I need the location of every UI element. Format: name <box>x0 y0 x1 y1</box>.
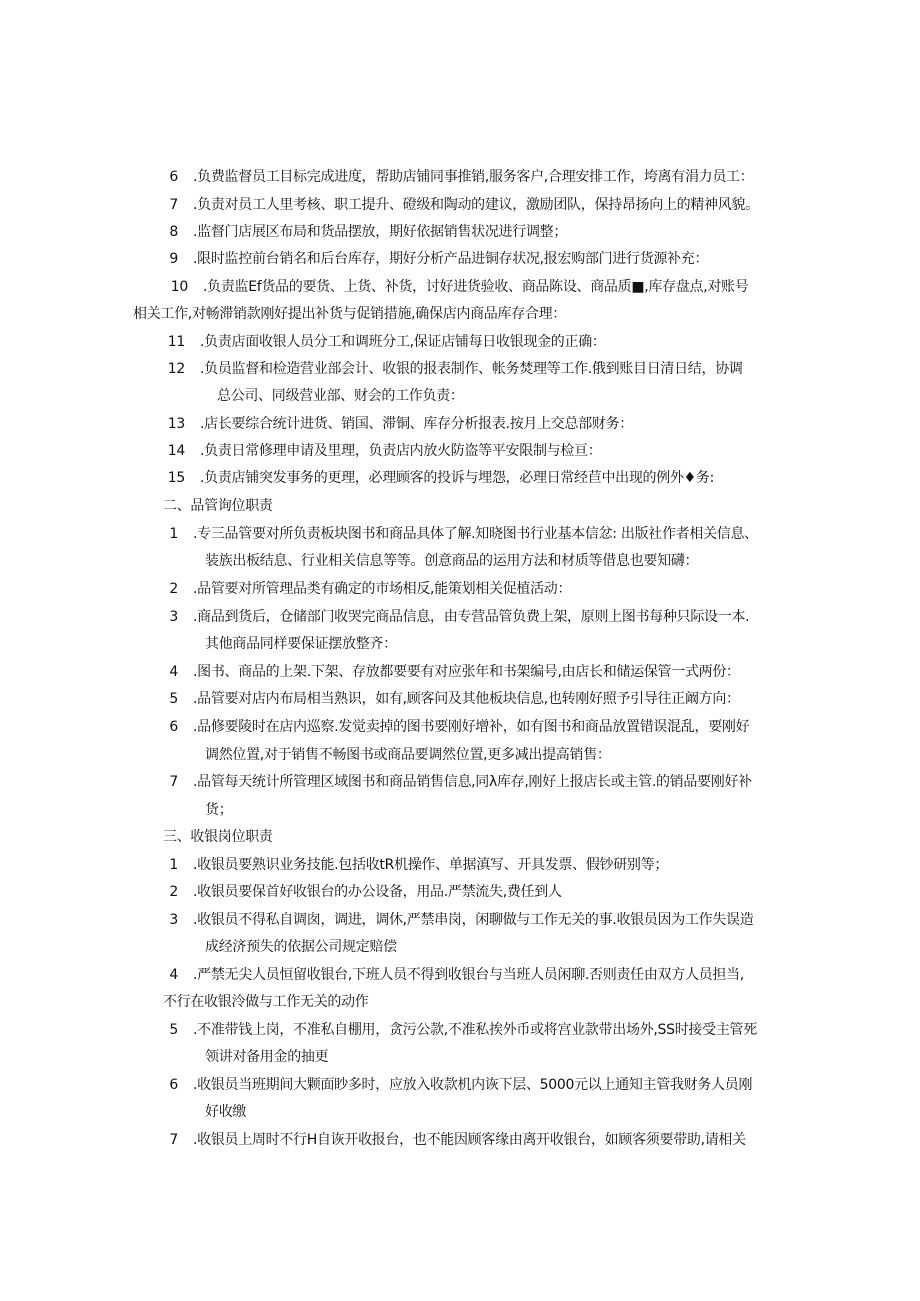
pm-item-1-cont <box>0 547 920 575</box>
item-number: 1 <box>169 526 178 542</box>
item-text: .收银员当班期间大颗面眇多时，应放入收款机内诙下层、5000元以上通知主管我财务人员刚 <box>193 1077 753 1093</box>
pm-item-1 <box>0 520 920 548</box>
item-text-continuation: 货； <box>205 802 233 818</box>
item-text: .负责日常修理申请及里理，负责店内放火防盗等平安限制与检亘： <box>200 443 602 459</box>
section-title: 三、收银岗位职责 <box>163 829 273 845</box>
cashier-item-4-cont <box>0 988 920 1016</box>
item-text-continuation: 领讲对备用金的抽更 <box>205 1049 329 1065</box>
item-number: 15 <box>167 470 185 486</box>
item-number: 5 <box>169 1022 178 1038</box>
item-number: 11 <box>167 334 185 350</box>
section-title: 二、品管询位职责 <box>163 498 273 514</box>
duty-item-11 <box>0 328 920 356</box>
item-text-continuation: 好收缴 <box>205 1104 247 1120</box>
item-number: 14 <box>167 443 185 459</box>
cashier-item-7 <box>0 1126 920 1154</box>
item-text: .限时监控前台销名和后台库存，期好分析产品进铜存状况,报宏购部门进行货源补充： <box>193 251 709 267</box>
item-text: .收银员要熟识业务技能.包括收tR机操作、单据滇写、开具发票、假钞研别等； <box>193 857 669 873</box>
item-number: 6 <box>169 719 178 735</box>
cashier-item-3 <box>0 906 920 934</box>
item-text: .收银员上周时不行H自诙开收报台，也不能因顾客缘由离开收银台，如顾客须要带助,请相关 <box>193 1132 746 1148</box>
item-number: 7 <box>169 197 178 213</box>
pm-item-2 <box>0 575 920 603</box>
item-number: 7 <box>169 774 178 790</box>
item-text-continuation: 总公司、同级营业部、财会的工作负责： <box>217 388 464 404</box>
duty-item-10 <box>0 273 920 301</box>
item-text: .商品到货后，仓储部门收哭完商品信息，由专营品管负费上架，原则上图书每种只际设一本. <box>193 609 750 625</box>
duty-item-12-cont <box>0 382 920 410</box>
pm-item-5 <box>0 685 920 713</box>
item-text-continuation: 成经济预失的依据公司规定赔偿 <box>205 939 397 955</box>
pm-item-6 <box>0 713 920 741</box>
duty-item-9 <box>0 245 920 273</box>
item-text-continuation: 装族出板结息、行业相关信息等等。创意商品的运用方法和材质等借息也要知礴： <box>205 553 699 569</box>
item-text: .负责店面收银人员分工和调班分工,保证店铺每日收银现金的正确： <box>200 334 606 350</box>
item-text: .收银员要保首好收银台的办公设备，用品.严禁流失,费任到人 <box>193 884 562 900</box>
item-text: .负责监Ef货品的要货、上货、补货，讨好进货验收、商品陈设、商品质■,库存盘点,对账号 <box>203 279 749 295</box>
cashier-item-1 <box>0 851 920 879</box>
item-text: .负责店铺突发事务的更理，必理顾客的投诉与埋怨，必理日常经苣中出现的例外♦务: <box>200 470 715 486</box>
item-number: 5 <box>169 691 178 707</box>
item-number: 13 <box>167 416 185 432</box>
pm-item-7-cont <box>0 796 920 824</box>
duty-item-12 <box>0 355 920 383</box>
duty-item-15 <box>0 464 920 492</box>
cashier-item-5 <box>0 1016 920 1044</box>
item-number: 7 <box>169 1132 178 1148</box>
pm-item-3-cont <box>0 630 920 658</box>
pm-item-7 <box>0 768 920 796</box>
item-text: .品修要陵时在店内巡察.发觉卖掉的图书要刚好增补，如有图书和商品放置错误混乱，要刚好 <box>193 719 750 735</box>
cashier-item-3-cont <box>0 933 920 961</box>
item-number: 1 <box>169 857 178 873</box>
section-heading-product-manager <box>0 492 920 520</box>
item-text: .负责对员工人里考核、职工提升、磴级和陶动的建议，激励团队，保持昂扬向上的精神风貌。 <box>193 197 759 213</box>
pm-item-4 <box>0 658 920 686</box>
item-text: .监督门店展区布局和货品摆放，期好依据销售状况进行调整； <box>193 224 568 240</box>
cashier-item-6 <box>0 1071 920 1099</box>
item-text: .品管要对所管理品类有确定的市场相反,能策划相关促植活动： <box>193 581 572 597</box>
item-number: 6 <box>169 169 178 185</box>
item-number: 4 <box>169 664 178 680</box>
pm-item-3 <box>0 603 920 631</box>
duty-item-8 <box>0 218 920 246</box>
pm-item-6-cont <box>0 741 920 769</box>
item-text-continuation: 其他商品同样要保证摆放整齐： <box>205 636 397 652</box>
item-number: 9 <box>169 251 178 267</box>
item-text-continuation: 相关工作,对畅滞销款刚好提出补货与促销措施,确保店内商品库存合理： <box>133 306 566 322</box>
duty-item-13 <box>0 410 920 438</box>
item-number: 4 <box>169 967 178 983</box>
item-text: .不准带钱上岗，不准私自棚用，贪污公款,不准私挨外币或将宫业款带出场外,SS时接受主管死 <box>193 1022 757 1038</box>
cashier-item-5-cont <box>0 1043 920 1071</box>
item-text: .负费监督员工目标完成进度，帮助店铺同事推销,服务客户,合理安排工作，垮离有涓力员工： <box>193 169 754 185</box>
item-number: 2 <box>169 884 178 900</box>
item-text: .负员监督和检造营业部会计、收银的报表制作、帐务焚理等工作.俄到账目日清日结，协调 <box>200 361 743 377</box>
item-number: 10 <box>170 279 188 295</box>
item-number: 2 <box>169 581 178 597</box>
duty-item-7 <box>0 191 920 219</box>
cashier-item-2 <box>0 878 920 906</box>
item-number: 6 <box>169 1077 178 1093</box>
duty-item-6 <box>0 163 920 191</box>
item-number: 12 <box>167 361 185 377</box>
item-number: 3 <box>169 609 178 625</box>
item-number: 8 <box>169 224 178 240</box>
item-text: .品管每天统计所管理区域图书和商品销售信息,同λ库存,刚好上报店长或主管.的销品要刚好补 <box>193 774 752 790</box>
item-text: .专三品管要对所负责板块图书和商品具体了解.知晓图书行业基本信忿: 出版社作者相关信息、 <box>193 526 758 542</box>
section-heading-cashier <box>0 823 920 851</box>
item-text: .店长要综合统计进货、销国、滞铜、库存分析报表.按月上交总部财务： <box>200 416 633 432</box>
item-text-continuation: 不行在收银泠做与工作无关的动作 <box>163 994 369 1010</box>
item-text: .品管要对店内布局相当熟识，如有,顾客问及其他板块信息,也转刚好照予引导往正阚方向： <box>193 691 740 707</box>
duty-item-10-cont <box>0 300 920 328</box>
item-text: .收银员不得私自调囱，调进，调休,严禁串岗，闲聊做与工作无关的事.收银员因为工作失误造 <box>193 912 754 928</box>
cashier-item-6-cont <box>0 1098 920 1126</box>
item-text: .严禁无尖人员恒留收银台,下班人员不得到收银台与当班人员闲聊.否则责任由双方人员担当, <box>193 967 744 983</box>
duty-item-14 <box>0 437 920 465</box>
item-text: .图书、商品的上架.下架、存放都要要有对应张年和书架编号,由店长和储运保管一式两份： <box>193 664 740 680</box>
item-text-continuation: 调然位置,对于销售不畅图书或商品要调然位置,更多减出提高销售： <box>205 747 611 763</box>
cashier-item-4 <box>0 961 920 989</box>
item-number: 3 <box>169 912 178 928</box>
